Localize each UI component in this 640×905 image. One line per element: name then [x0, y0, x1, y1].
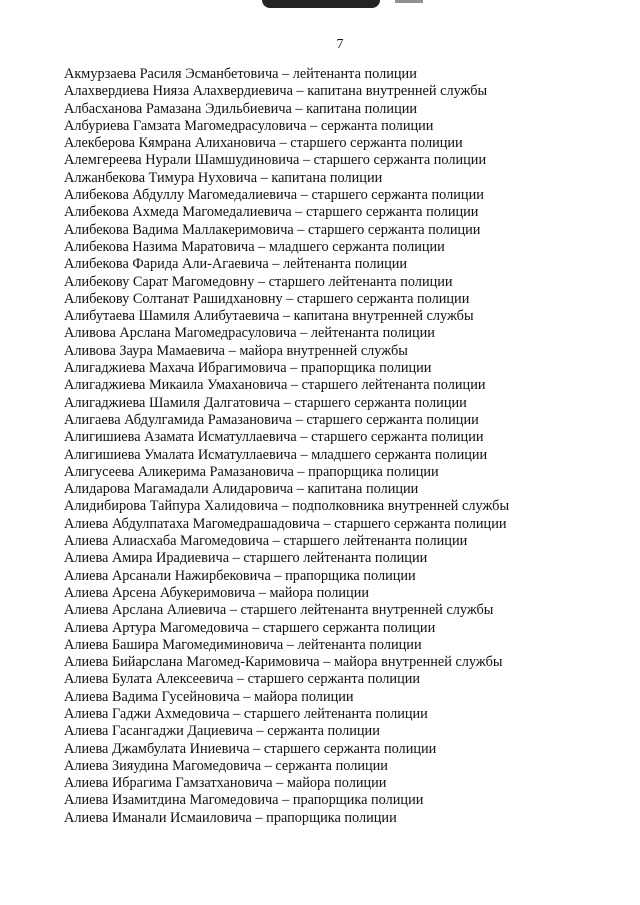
list-item: Алиева Булата Алексеевича – старшего сержанта полиции [64, 671, 421, 688]
list-item: Алиева Арслана Алиевича – старшего лейтенанта внутренней службы [64, 602, 494, 619]
list-item: Алиева Джамбулата Иниевича – старшего сержанта полиции [64, 740, 437, 757]
list-item: Алибекову Сарат Магомедовну – старшего лейтенанта полиции [64, 273, 453, 290]
list-item: Алахвердиева Нияза Алахвердиевича – капитана внутренней службы [64, 83, 488, 100]
list-item: Алиева Гасангаджи Дациевича – сержанта полиции [64, 723, 380, 740]
list-item: Алибекову Солтанат Рашидхановну – старшего сержанта полиции [64, 290, 470, 307]
list-item: Алиева Башира Магомедиминовича – лейтенанта полиции [64, 636, 422, 653]
list-item: Алиева Алиасхаба Магомедовича – старшего лейтенанта полиции [64, 533, 468, 550]
list-item: Алиева Изамитдина Магомедовича – прапорщика полиции [64, 792, 424, 809]
list-item: Алигаджиева Махача Ибрагимовича – прапорщика полиции [64, 360, 432, 377]
list-item: Алибекова Вадима Маллакеримовича – старшего сержанта полиции [64, 221, 481, 238]
list-item: Алибекова Фарида Али-Агаевича – лейтенанта полиции [64, 256, 408, 273]
list-item: Аливова Заура Мамаевича – майора внутренней службы [64, 342, 408, 359]
list-item: Алигаджиева Шамиля Далгатовича – старшего сержанта полиции [64, 394, 467, 411]
list-item: Алиева Амира Ирадиевича – старшего лейтенанта полиции [64, 550, 428, 567]
list-item: Алжанбекова Тимура Нуховича – капитана полиции [64, 169, 383, 186]
list-item: Алиева Бийарслана Магомед-Каримовича – майора внутренней службы [64, 654, 503, 671]
list-item: Алиева Абдулпатаха Магомедрашадовича – старшего сержанта полиции [64, 515, 507, 532]
list-item: Акмурзаева Расиля Эсманбетовича – лейтенанта полиции [64, 66, 417, 82]
list-item: Алигаева Абдулгамида Рамазановича – старшего сержанта полиции [64, 411, 479, 428]
list-item: Алигусеева Аликерима Рамазановича – прапорщика полиции [64, 463, 439, 480]
list-item: Алибутаева Шамиля Алибутаевича – капитана внутренней службы [64, 308, 474, 325]
list-item: Алиева Зияудина Магомедовича – сержанта полиции [64, 757, 388, 774]
list-item: Алибекова Абдуллу Магомедалиевича – старшего сержанта полиции [64, 187, 484, 204]
list-item: Алибекова Назима Маратовича – младшего сержанта полиции [64, 238, 445, 255]
name-list [64, 66, 584, 827]
list-item: Алидибирова Тайпура Халидовича – подполковника внутренней службы [64, 498, 510, 515]
list-item: Алиева Вадима Гусейновича – майора полиции [64, 688, 354, 705]
scan-artifact-small [395, 0, 423, 3]
list-item: Алиева Иманали Исмаиловича – прапорщика полиции [64, 809, 397, 826]
list-item: Алибекова Ахмеда Магомедалиевича – старшего сержанта полиции [64, 204, 479, 221]
list-item: Алиева Арсанали Нажирбековича – прапорщика полиции [64, 567, 416, 584]
list-item: Алемгереева Нурали Шамшудиновича – старшего сержанта полиции [64, 152, 487, 169]
list-item: Алиева Артура Магомедовича – старшего сержанта полиции [64, 619, 436, 636]
list-item: Албасханова Рамазана Эдильбиевича – капитана полиции [64, 100, 418, 117]
page-number: 7 [336, 37, 344, 52]
list-item: Аливова Арслана Магомедрасуловича – лейтенанта полиции [64, 325, 435, 342]
list-item: Алиева Гаджи Ахмедовича – старшего лейтенанта полиции [64, 705, 428, 722]
list-item: Алидарова Магамадали Алидаровича – капитана полиции [64, 481, 419, 498]
list-item: Алиева Ибрагима Гамзатхановича – майора полиции [64, 775, 387, 792]
list-item: Алигаджиева Микаила Умахановича – старшего лейтенанта полиции [64, 377, 486, 394]
list-item: Алигишиева Умалата Исматуллаевича – младшего сержанта полиции [64, 446, 488, 463]
list-item: Алиева Арсена Абукеримовича – майора полиции [64, 584, 370, 601]
scan-artifact [262, 0, 380, 8]
list-item: Алигишиева Азамата Исматуллаевича – старшего сержанта полиции [64, 429, 484, 446]
list-item: Албуриева Гамзата Магомедрасуловича – сержанта полиции [64, 117, 434, 134]
list-item: Алекберова Кямрана Алихановича – старшего сержанта полиции [64, 135, 463, 152]
